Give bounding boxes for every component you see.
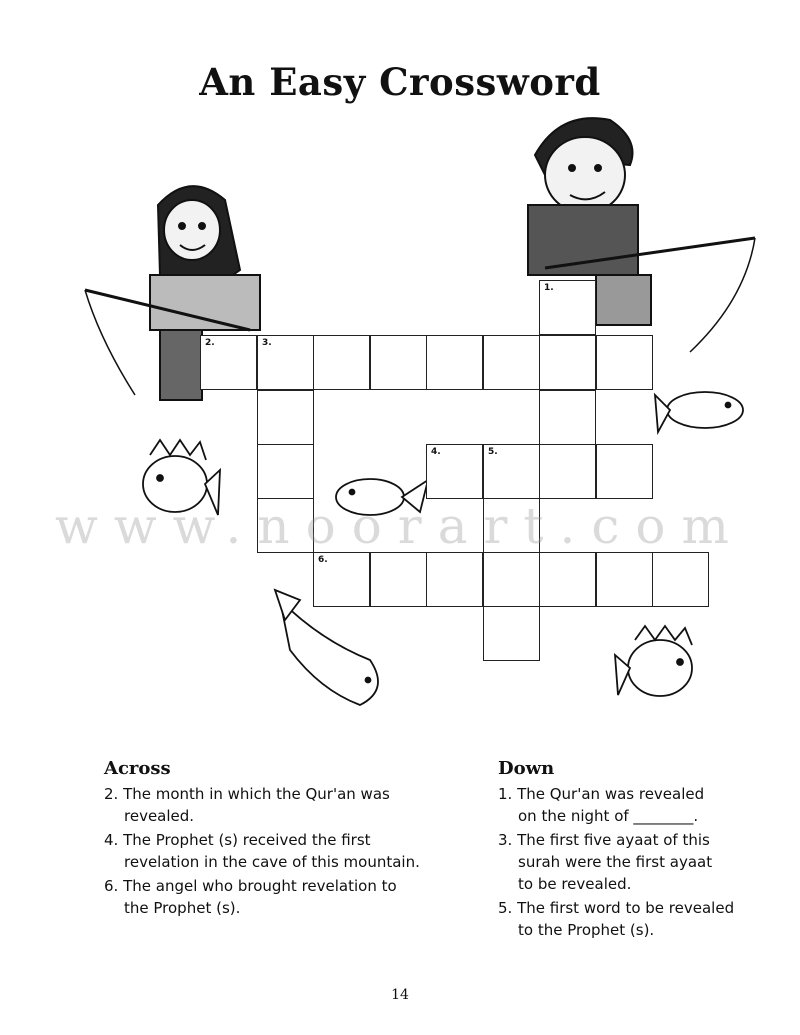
down-heading: Down <box>498 758 555 779</box>
crossword-cell[interactable] <box>596 444 653 499</box>
clue-number: 5. <box>488 447 498 457</box>
clue-item <box>104 829 444 873</box>
clue-text: 6. The angel who brought revelation to <box>104 877 397 895</box>
clue-number: 1. <box>544 283 554 293</box>
clue-text-continued: the Prophet (s). <box>124 899 241 917</box>
clue-item <box>498 897 778 941</box>
crossword-cell[interactable] <box>426 552 483 607</box>
clue-text: 5. The first word to be revealed <box>498 899 735 917</box>
clue-text-continued: revelation in the cave of this mountain. <box>124 853 420 871</box>
crossword-cell[interactable] <box>483 552 540 607</box>
clue-text-continued: surah were the first ayaat <box>518 853 713 871</box>
crossword-cell[interactable] <box>539 335 596 390</box>
crossword-cell[interactable] <box>483 498 540 553</box>
crossword-cell[interactable] <box>652 552 709 607</box>
clue-text-continued: to be revealed. <box>518 875 632 893</box>
crossword-cell[interactable] <box>596 552 653 607</box>
across-clues <box>104 758 444 921</box>
crossword-cell[interactable] <box>539 280 596 335</box>
crossword-cell[interactable] <box>313 335 370 390</box>
page-number: 14 <box>391 987 409 1003</box>
crossword-cell[interactable] <box>257 444 314 499</box>
watermark: www.noorart.com <box>55 497 745 555</box>
crossword-cell[interactable] <box>483 444 540 499</box>
clue-text-continued: on the night of ________. <box>518 807 699 825</box>
clue-item <box>104 875 444 919</box>
clue-text: 4. The Prophet (s) received the first <box>104 831 371 849</box>
crossword-cell[interactable] <box>539 444 596 499</box>
crossword-cell[interactable] <box>539 390 596 445</box>
crossword-cell[interactable] <box>257 390 314 445</box>
clue-text: 1. The Qur'an was revealed <box>498 785 705 803</box>
clue-item <box>498 829 778 895</box>
crossword-cell[interactable] <box>483 335 540 390</box>
crossword-cell[interactable] <box>370 552 427 607</box>
crossword-cell[interactable] <box>539 552 596 607</box>
clue-item <box>498 783 778 827</box>
down-clues <box>498 758 778 943</box>
crossword-cell[interactable] <box>370 335 427 390</box>
clue-item <box>104 783 444 827</box>
crossword-cell[interactable] <box>313 552 370 607</box>
clue-number: 3. <box>262 338 272 348</box>
crossword-cell[interactable] <box>483 606 540 661</box>
clue-text: 2. The month in which the Qur'an was <box>104 785 390 803</box>
across-heading: Across <box>104 758 171 779</box>
clue-number: 2. <box>205 338 215 348</box>
crossword-cell[interactable] <box>257 498 314 553</box>
crossword-cell[interactable] <box>257 335 314 390</box>
crossword-cell[interactable] <box>200 335 257 390</box>
clue-text-continued: to the Prophet (s). <box>518 921 655 939</box>
clue-number: 6. <box>318 555 328 565</box>
clue-text: 3. The first five ayaat of this <box>498 831 710 849</box>
clue-text-continued: revealed. <box>124 807 195 825</box>
crossword-cell[interactable] <box>426 335 483 390</box>
crossword-cell[interactable] <box>426 444 483 499</box>
clue-number: 4. <box>431 447 441 457</box>
page-title: An Easy Crossword <box>199 60 601 104</box>
crossword-cell[interactable] <box>596 335 653 390</box>
